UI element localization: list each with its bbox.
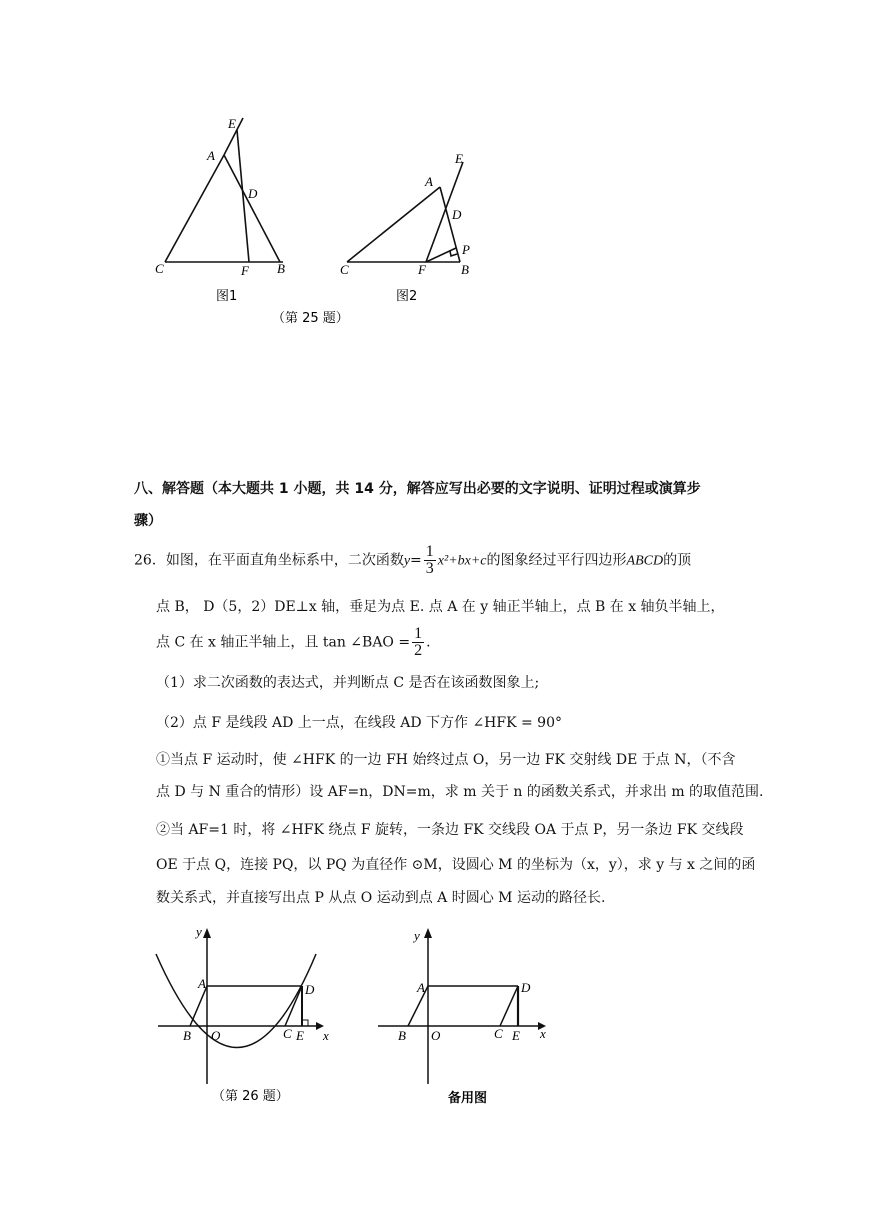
- q26-var-y: y: [403, 553, 411, 569]
- fig26b-label-E: E: [512, 1028, 520, 1043]
- fig26-backup-diagram: [378, 928, 546, 1084]
- q26-line1-text: 26．如图，在平面直角坐标系中，二次函数: [134, 552, 404, 569]
- q26-part2-sub2-line2: OE 于点 Q，连接 PQ，以 PQ 为直径作 ⊙M，设圆心 M 的坐标为（x，y），求 y 与 x 之间的函: [156, 857, 756, 873]
- fig25-2-label-P: P: [462, 242, 470, 257]
- fig25-1-diagram: [165, 118, 283, 262]
- figure-25: [140, 110, 500, 335]
- q26-line3-text: 点 C 在 x 轴正半轴上，且 tan ∠BAO =: [156, 634, 411, 651]
- fig25-1-label-A: A: [207, 148, 215, 163]
- q26-part2: （2）点 F 是线段 AD 上一点，在线段 AD 下方作 ∠HFK = 90°: [156, 715, 562, 731]
- fig26-label-B: B: [183, 1028, 191, 1043]
- fig25-2-diagram: [347, 162, 463, 262]
- q26-line3-end: .: [426, 634, 431, 651]
- fig25-2-caption: 图2: [396, 289, 418, 304]
- fig26b-label-D: D: [521, 980, 531, 995]
- q26-half-numerator: 1: [414, 625, 423, 642]
- fig26b-label-O: O: [431, 1028, 441, 1043]
- fig25-1-label-E: E: [228, 116, 236, 131]
- fig25-2-label-A: A: [425, 174, 433, 189]
- fig26-label-y: y: [196, 924, 202, 939]
- q26-half-denominator: 2: [414, 642, 423, 659]
- fig25-1-label-F: F: [241, 263, 249, 278]
- section-heading-line1: 八、解答题（本大题共 1 小题，共 14 分，解答应写出必要的文字说明、证明过程或演算步: [134, 481, 701, 497]
- fig26b-label-x: x: [540, 1026, 546, 1041]
- fig26b-label-y: y: [414, 928, 420, 943]
- fig25-1-caption: 图1: [216, 289, 238, 304]
- fig25-1-label-B: B: [277, 261, 285, 276]
- q26-part2-sub2-line3: 数关系式，并直接写出点 P 从点 O 运动到点 A 时圆心 M 运动的路径长.: [156, 890, 606, 906]
- q26-fraction-one-half: [412, 626, 424, 659]
- q26-part2-sub2-line1: ②当 AF=1 时，将 ∠HFK 绕点 F 旋转，一条边 FK 交线段 OA 于点 P，另一条边 FK 交线段: [156, 822, 744, 838]
- q26-equals: =: [410, 552, 422, 569]
- fig26-caption: （第 26 题）: [212, 1089, 289, 1104]
- fig26b-label-B: B: [398, 1028, 406, 1043]
- q26-part2-sub1-line1: ①当点 F 运动时，使 ∠HFK 的一边 FH 始终过点 O，另一边 FK 交射线 DE 于点 N，（不含: [156, 752, 736, 768]
- fig26-backup-caption: 备用图: [448, 1091, 488, 1106]
- q26-polynomial: x²+bx+c: [437, 553, 487, 569]
- q26-line3: [156, 626, 431, 659]
- q26-line2: 点 B， D（5，2）DE⊥x 轴，垂足为点 E. 点 A 在 y 轴正半轴上，点 B 在 x 轴负半轴上，: [156, 599, 725, 615]
- q26-part2-sub1-line2: 点 D 与 N 重合的情形）设 AF=n，DN=m，求 m 关于 n 的函数关系式，并求出 m 的取值范围.: [156, 784, 764, 800]
- q26-line1: [134, 544, 691, 577]
- fig25-2-label-E: E: [455, 151, 463, 166]
- q26-part1: （1）求二次函数的表达式，并判断点 C 是否在该函数图象上;: [156, 675, 540, 691]
- fig26-label-E: E: [296, 1028, 304, 1043]
- fig26-label-D: D: [305, 982, 315, 997]
- fig26-label-x: x: [323, 1028, 329, 1043]
- q26-fraction-one-third: [424, 544, 436, 577]
- fig25-2-label-B: B: [461, 262, 469, 277]
- q26-line1-end: 的顶: [663, 552, 692, 569]
- fig25-2-label-C: C: [340, 262, 349, 277]
- fig26-label-C: C: [283, 1026, 292, 1041]
- q26-line1-mid: 的图象经过平行四边形: [486, 552, 627, 569]
- fig26-label-A: A: [198, 976, 206, 991]
- fig25-problem-caption: （第 25 题）: [272, 311, 349, 326]
- fig26-main-diagram: [156, 928, 324, 1084]
- q26-frac-denominator: 3: [425, 560, 434, 577]
- section-heading-line2: 骤）: [134, 513, 162, 529]
- fig26b-label-C: C: [494, 1026, 503, 1041]
- fig25-1-label-D: D: [248, 186, 258, 201]
- fig25-2-label-D: D: [452, 207, 462, 222]
- figure-26: [150, 920, 570, 1110]
- fig25-2-label-F: F: [418, 262, 426, 277]
- fig25-1-label-C: C: [155, 261, 164, 276]
- fig26-label-O: O: [211, 1028, 221, 1043]
- q26-frac-numerator: 1: [425, 543, 434, 560]
- fig26b-label-A: A: [417, 980, 425, 995]
- q26-abcd: ABCD: [626, 553, 664, 569]
